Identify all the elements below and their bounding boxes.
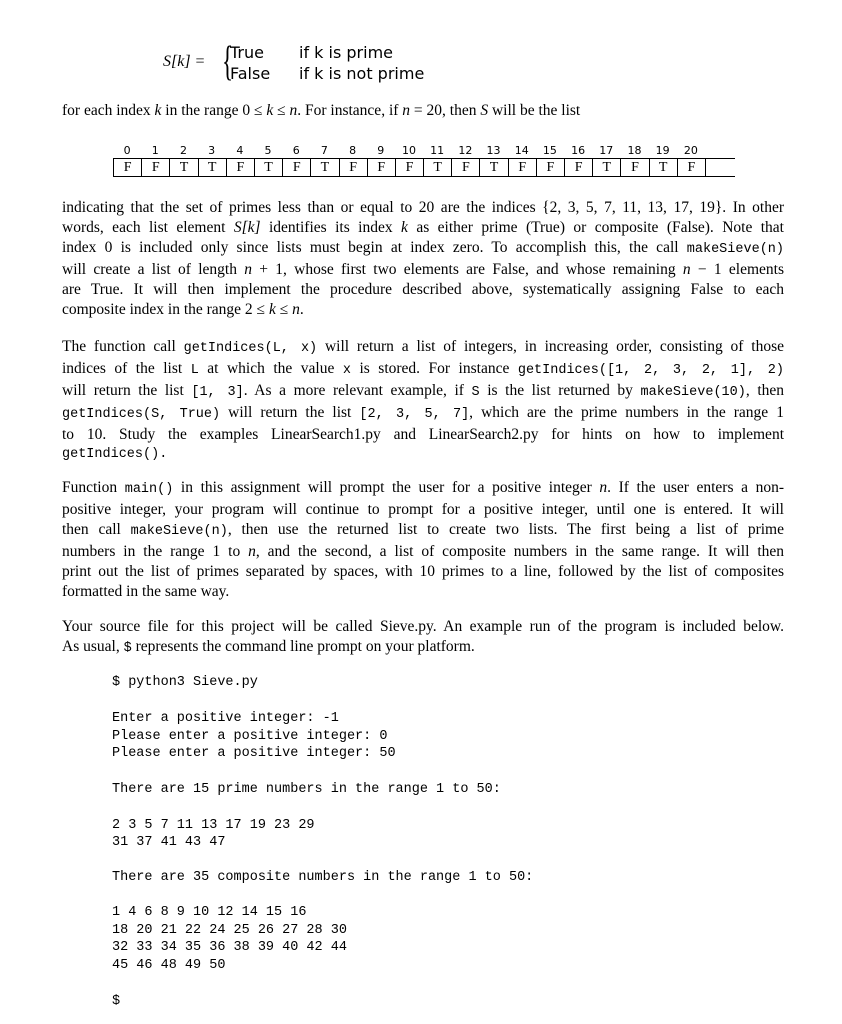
code-makesieve: makeSieve(n) <box>686 242 784 257</box>
terminal-line: 1 4 6 8 9 10 12 14 15 16 <box>112 905 307 920</box>
text-line: formatted in the same way. <box>62 583 230 600</box>
text-line: index 0 is included only since lists must begin at index zero. To accomplish this, the call makeSieve(n) <box>62 239 784 257</box>
terminal-line: $ python3 Sieve.py <box>112 675 258 690</box>
text-line: positive integer, your program will continue to prompt for a positive integer, until one is entered. It will <box>62 501 784 518</box>
text-line: then call makeSieve(n), then use the returned list to create two lists. The first being a list of prime <box>62 521 784 539</box>
text-line: words, each list element S[k] identifies its index k as either prime (True) or composite (False). Note that <box>62 219 784 236</box>
paragraph-primes-explanation <box>62 198 784 320</box>
index-cell: 20 <box>683 144 698 157</box>
case-true: True <box>230 43 264 62</box>
value-cell: F <box>368 159 396 176</box>
index-cell: 14 <box>514 144 529 157</box>
index-cell: 8 <box>349 144 357 157</box>
value-cell: F <box>509 159 537 176</box>
text-line: Function main() in this assignment will prompt the user for a positive integer n. If the user enters a non- <box>62 479 784 497</box>
text-line: getIndices(S, True) will return the list [2, 3, 5, 7], which are the prime numbers in the range 1 <box>62 404 784 422</box>
value-cell: T <box>480 159 508 176</box>
value-cell: F <box>340 159 368 176</box>
index-cell: 6 <box>292 144 300 157</box>
value-cell: F <box>114 159 142 176</box>
index-cell: 12 <box>458 144 473 157</box>
text-line: indices of the list L at which the value x is stored. For instance getIndices([1, 2, 3, 2, 1], 2) <box>62 360 784 378</box>
value-cell: F <box>142 159 170 176</box>
terminal-line: 32 33 34 35 36 38 39 40 42 44 <box>112 940 347 955</box>
index-cell: 3 <box>208 144 216 157</box>
terminal-line: Please enter a positive integer: 0 <box>112 729 388 744</box>
index-cell: 5 <box>264 144 272 157</box>
index-cell: 16 <box>571 144 586 157</box>
paragraph-source-file <box>62 617 784 659</box>
terminal-line: 31 37 41 43 47 <box>112 835 226 850</box>
value-cell: F <box>537 159 565 176</box>
terminal-line: 2 3 5 7 11 13 17 19 23 29 <box>112 818 315 833</box>
value-cell: T <box>650 159 678 176</box>
text-line: numbers in the range 1 to n, and the second, a list of composite numbers in the same range. It will then <box>62 543 785 560</box>
text-line: The function call getIndices(L, x) will return a list of integers, in increasing order, consisting of those <box>62 338 785 356</box>
paragraph-main-function <box>62 478 784 602</box>
index-cell: 0 <box>123 144 131 157</box>
sieve-definition <box>163 40 463 84</box>
value-cell: F <box>396 159 424 176</box>
terminal-line: There are 35 composite numbers in the range 1 to 50: <box>112 870 534 885</box>
case-false: False <box>230 64 271 83</box>
terminal-line: 45 46 48 49 50 <box>112 958 226 973</box>
code-main: main() <box>124 482 174 497</box>
index-cell: 13 <box>486 144 501 157</box>
text-line: composite index in the range 2 ≤ k ≤ n. <box>62 301 304 318</box>
text-line: As usual, $ represents the command line prompt on your platform. <box>62 638 475 656</box>
value-cell: F <box>565 159 593 176</box>
text-line: will create a list of length n + 1, whose first two elements are False, and whose remaining n − 1 elements <box>62 261 784 278</box>
index-cell: 7 <box>320 144 328 157</box>
value-cell: T <box>424 159 452 176</box>
value-cell: T <box>170 159 198 176</box>
terminal-line: 18 20 21 22 24 25 26 27 28 30 <box>112 923 347 938</box>
value-cell: T <box>255 159 283 176</box>
code-getindices: getIndices(L, x) <box>183 341 318 356</box>
value-cell: F <box>283 159 311 176</box>
index-cell: 17 <box>599 144 614 157</box>
index-cell: 18 <box>627 144 642 157</box>
left-brace: { <box>222 39 234 85</box>
terminal-line: $ <box>112 994 121 1009</box>
value-cell: T <box>311 159 339 176</box>
index-cell: 10 <box>401 144 416 157</box>
text-line: indicating that the set of primes less than or equal to 20 are the indices {2, 3, 5, 7, 11, 13, 17, 19}. In other <box>62 199 784 216</box>
definition-lhs: S[k] = <box>163 53 206 70</box>
terminal-line: Enter a positive integer: -1 <box>112 711 339 726</box>
sieve-list-table <box>113 144 735 177</box>
value-cell: F <box>678 159 706 176</box>
index-cell: 15 <box>542 144 557 157</box>
terminal-line: Please enter a positive integer: 50 <box>112 746 396 761</box>
intro-line: for each index k in the range 0 ≤ k ≤ n. For instance, if n = 20, then S will be the list <box>62 102 581 119</box>
index-cell: 9 <box>377 144 385 157</box>
text-line: are True. It will then implement the procedure described above, systematically assigning False to each <box>62 281 784 298</box>
index-cell: 2 <box>179 144 187 157</box>
paragraph-getindices <box>62 337 784 465</box>
value-row <box>113 158 735 177</box>
text-line: getIndices(). <box>62 447 168 462</box>
text-line: print out the list of primes separated by spaces, with 10 primes to a line, followed by the list of composites <box>62 563 784 580</box>
text-line: to 10. Study the examples LinearSearch1.py and LinearSearch2.py for hints on how to implement <box>62 426 784 443</box>
value-cell: F <box>227 159 255 176</box>
index-cell: 4 <box>236 144 244 157</box>
index-cell: 11 <box>430 144 445 157</box>
condition-prime: if k is prime <box>299 43 393 62</box>
value-cell: T <box>199 159 227 176</box>
text-line: Your source file for this project will be called Sieve.py. An example run of the program is included below. <box>62 618 784 635</box>
condition-not-prime: if k is not prime <box>299 64 425 83</box>
intro-paragraph <box>62 101 784 121</box>
value-cell: T <box>593 159 621 176</box>
terminal-line: There are 15 prime numbers in the range 1 to 50: <box>112 782 501 797</box>
index-row <box>113 144 735 158</box>
text-line: will return the list [1, 3]. As a more relevant example, if S is the list returned by makeSieve(10), then <box>62 382 785 400</box>
value-cell: F <box>452 159 480 176</box>
index-cell: 19 <box>655 144 670 157</box>
index-cell: 1 <box>151 144 159 157</box>
value-cell: F <box>621 159 649 176</box>
